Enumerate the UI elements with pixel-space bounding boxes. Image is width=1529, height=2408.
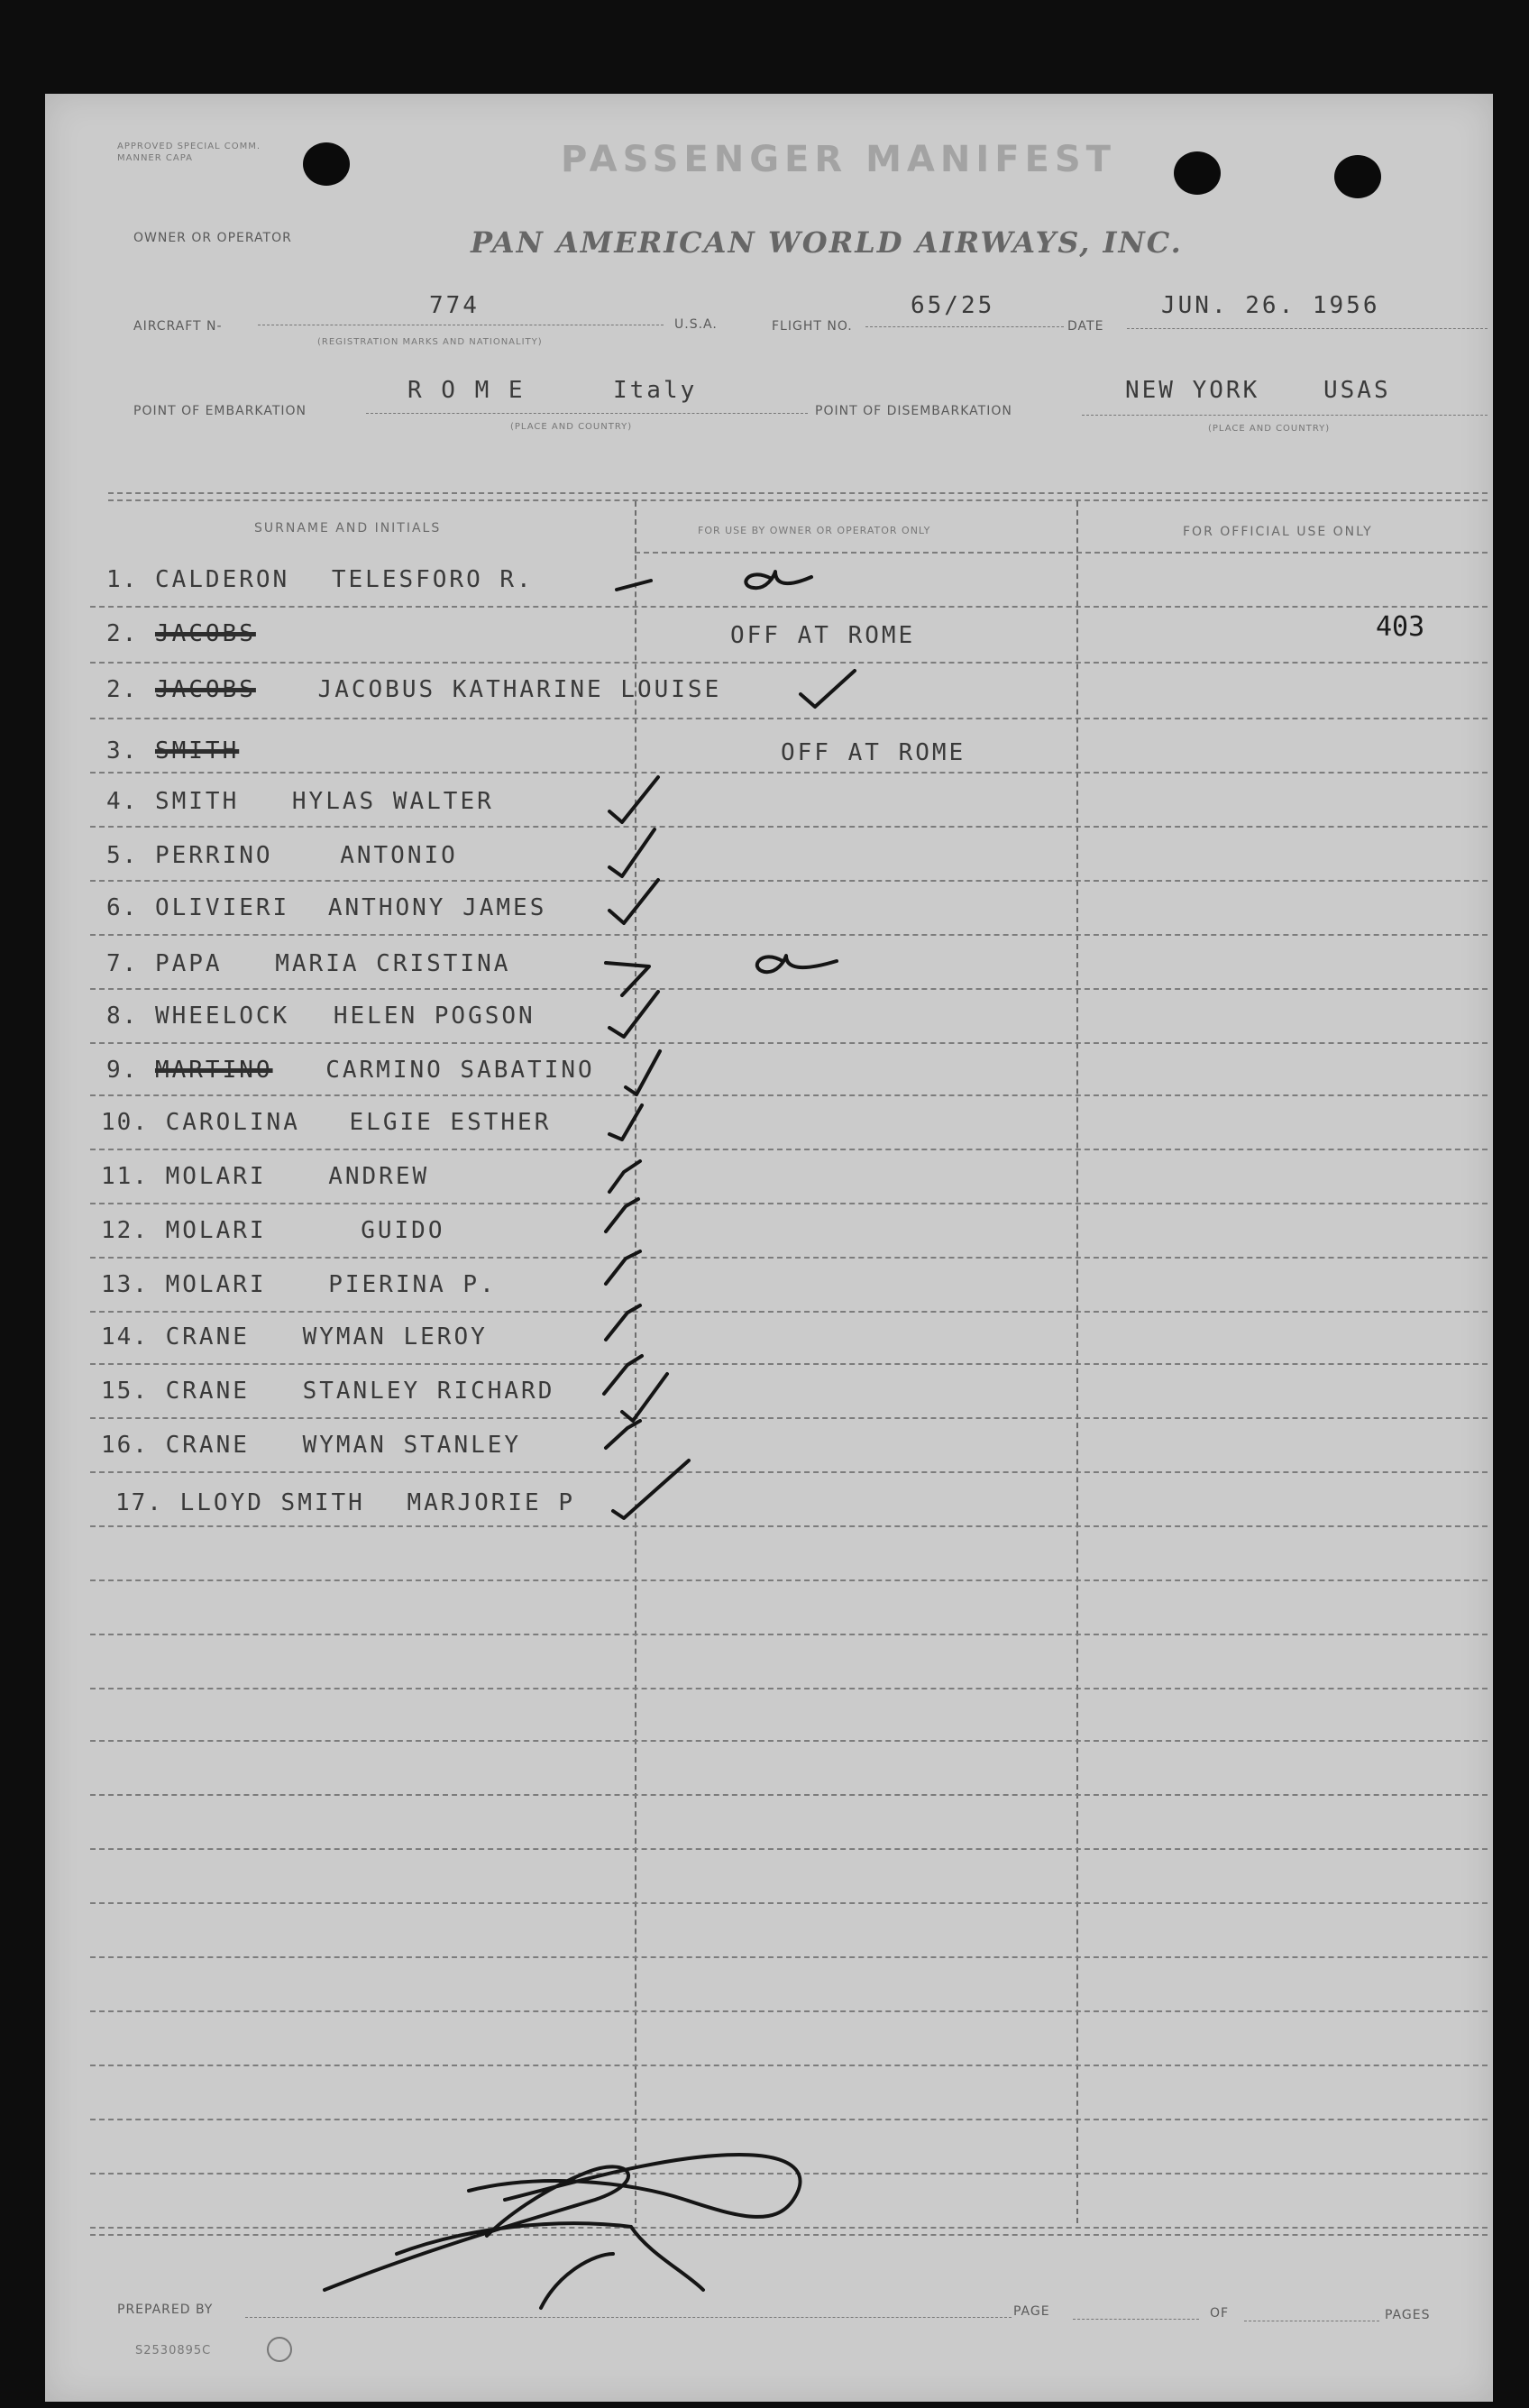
check-mark: [606, 1421, 640, 1448]
date-label: DATE: [1067, 319, 1104, 334]
row-number: 7.: [106, 950, 139, 977]
owner-label: OWNER OR OPERATOR: [133, 231, 292, 245]
page-title: PASSENGER MANIFEST: [561, 139, 1116, 180]
passenger-remark: OFF AT ROME: [730, 622, 916, 649]
row-number: 12.: [101, 1217, 149, 1244]
passenger-surname: MOLARI: [165, 1163, 267, 1190]
row-number: 5.: [106, 842, 139, 869]
passenger-given-names: HELEN POGSON: [333, 1003, 536, 1030]
embarkation-label: POINT OF EMBARKATION: [133, 404, 307, 418]
check-mark: [626, 1051, 660, 1094]
aircraft-label: AIRCRAFT N-: [133, 319, 223, 334]
disembarkation-country: USAS: [1323, 377, 1391, 404]
initial-a-mark: [746, 572, 811, 588]
passenger-surname: CRANE: [165, 1432, 250, 1459]
row-number: 17.: [115, 1489, 163, 1516]
column-header-owner: FOR USE BY OWNER OR OPERATOR ONLY: [698, 525, 931, 536]
passenger-surname: MARTINO: [154, 1057, 273, 1084]
check-mark: [606, 1199, 638, 1231]
row-number: 2.: [106, 620, 139, 647]
passenger-given-names: HYLAS WALTER: [291, 788, 494, 815]
passenger-given-names: JACOBUS KATHARINE LOUISE: [317, 676, 722, 703]
row-number: 3.: [106, 737, 139, 765]
column-header-official: FOR OFFICIAL USE ONLY: [1183, 525, 1373, 539]
passenger-given-names: MARJORIE P: [407, 1489, 576, 1516]
row-number: 8.: [106, 1003, 139, 1030]
owner-value: PAN AMERICAN WORLD AIRWAYS, INC.: [471, 225, 1183, 260]
row-number: 15.: [101, 1378, 149, 1405]
dash-mark: [617, 581, 651, 590]
row-number: 1.: [106, 566, 139, 593]
check-mark: [609, 880, 658, 923]
date-value: JUN. 26. 1956: [1161, 292, 1380, 319]
of-label: OF: [1210, 2306, 1230, 2321]
aircraft-sublabel: (REGISTRATION MARKS AND NATIONALITY): [317, 337, 543, 347]
check-mark: [606, 1251, 640, 1284]
check-mark: [609, 777, 658, 822]
page-underline: [1073, 2319, 1199, 2320]
passenger-surname: JACOBS: [154, 620, 256, 647]
embarkation-country: Italy: [613, 377, 698, 404]
check-mark: [609, 992, 658, 1037]
passenger-given-names: CARMINO SABATINO: [325, 1057, 595, 1084]
initial-a-mark: [757, 956, 837, 972]
pages-label: PAGES: [1385, 2308, 1431, 2322]
passenger-surname: CRANE: [165, 1323, 250, 1350]
passenger-surname: SMITH: [154, 788, 240, 815]
check-mark: [801, 671, 855, 707]
passenger-surname: CRANE: [165, 1378, 250, 1405]
check-mark: [622, 1374, 667, 1421]
passenger-surname: MOLARI: [165, 1217, 267, 1244]
disembarkation-city: NEW YORK: [1125, 377, 1260, 404]
passenger-given-names: STANLEY RICHARD: [302, 1378, 555, 1405]
passenger-given-names: WYMAN LEROY: [302, 1323, 488, 1350]
column-header-surname: SURNAME AND INITIALS: [254, 521, 442, 536]
passenger-given-names: TELESFORO R.: [331, 566, 534, 593]
row-number: 9.: [106, 1057, 139, 1084]
embarkation-sublabel: (PLACE AND COUNTRY): [510, 422, 633, 432]
prepared-by-label: PREPARED BY: [117, 2303, 214, 2317]
aircraft-value: 774: [429, 292, 480, 319]
passenger-given-names: GUIDO: [361, 1217, 445, 1244]
passenger-given-names: WYMAN STANLEY: [302, 1432, 522, 1459]
disembarkation-sublabel: (PLACE AND COUNTRY): [1208, 424, 1331, 434]
dash-mark: [606, 963, 649, 995]
check-mark: [609, 1105, 642, 1140]
passenger-surname: CALDERON: [154, 566, 290, 593]
passenger-given-names: ANTONIO: [340, 842, 458, 869]
check-mark: [604, 1356, 642, 1394]
passenger-surname: LLOYD SMITH: [179, 1489, 365, 1516]
passenger-surname: SMITH: [154, 737, 240, 765]
passenger-surname: CAROLINA: [165, 1109, 300, 1136]
flight-label: FLIGHT NO.: [772, 319, 853, 334]
page-label: PAGE: [1013, 2304, 1050, 2319]
flight-value: 65/25: [911, 292, 995, 319]
passenger-surname: OLIVIERI: [154, 894, 290, 921]
row-number: 16.: [101, 1432, 149, 1459]
check-mark: [609, 1161, 640, 1192]
row-number: 14.: [101, 1323, 149, 1350]
disembarkation-label: POINT OF DISEMBARKATION: [815, 404, 1012, 418]
row-number: 6.: [106, 894, 139, 921]
form-code: S2530895C: [135, 2344, 212, 2358]
passenger-given-names: PIERINA P.: [328, 1271, 497, 1298]
passenger-given-names: ELGIE ESTHER: [349, 1109, 552, 1136]
row-number: 13.: [101, 1271, 149, 1298]
passenger-surname: WHEELOCK: [154, 1003, 290, 1030]
union-bug-icon: [267, 2337, 292, 2362]
signature: [325, 2155, 801, 2308]
prepared-by-underline: [245, 2317, 1012, 2318]
passenger-surname: PERRINO: [154, 842, 273, 869]
row-number: 2.: [106, 676, 139, 703]
approval-note: APPROVED SPECIAL COMM. MANNER CAPA: [117, 142, 261, 163]
passenger-surname: MOLARI: [165, 1271, 267, 1298]
check-mark: [613, 1460, 689, 1518]
passenger-given-names: ANTHONY JAMES: [327, 894, 547, 921]
row-number: 4.: [106, 788, 139, 815]
embarkation-city: R O M E: [407, 377, 526, 404]
check-mark: [606, 1305, 640, 1340]
passenger-surname: JACOBS: [154, 676, 256, 703]
check-mark: [609, 829, 655, 876]
passenger-surname: PAPA: [154, 950, 223, 977]
row-number: 10.: [101, 1109, 149, 1136]
official-number: 403: [1376, 611, 1425, 643]
row-number: 11.: [101, 1163, 149, 1190]
passenger-remark: OFF AT ROME: [781, 739, 966, 766]
passenger-given-names: MARIA CRISTINA: [275, 950, 511, 977]
passenger-given-names: ANDREW: [328, 1163, 430, 1190]
usa-label: U.S.A.: [674, 317, 718, 332]
